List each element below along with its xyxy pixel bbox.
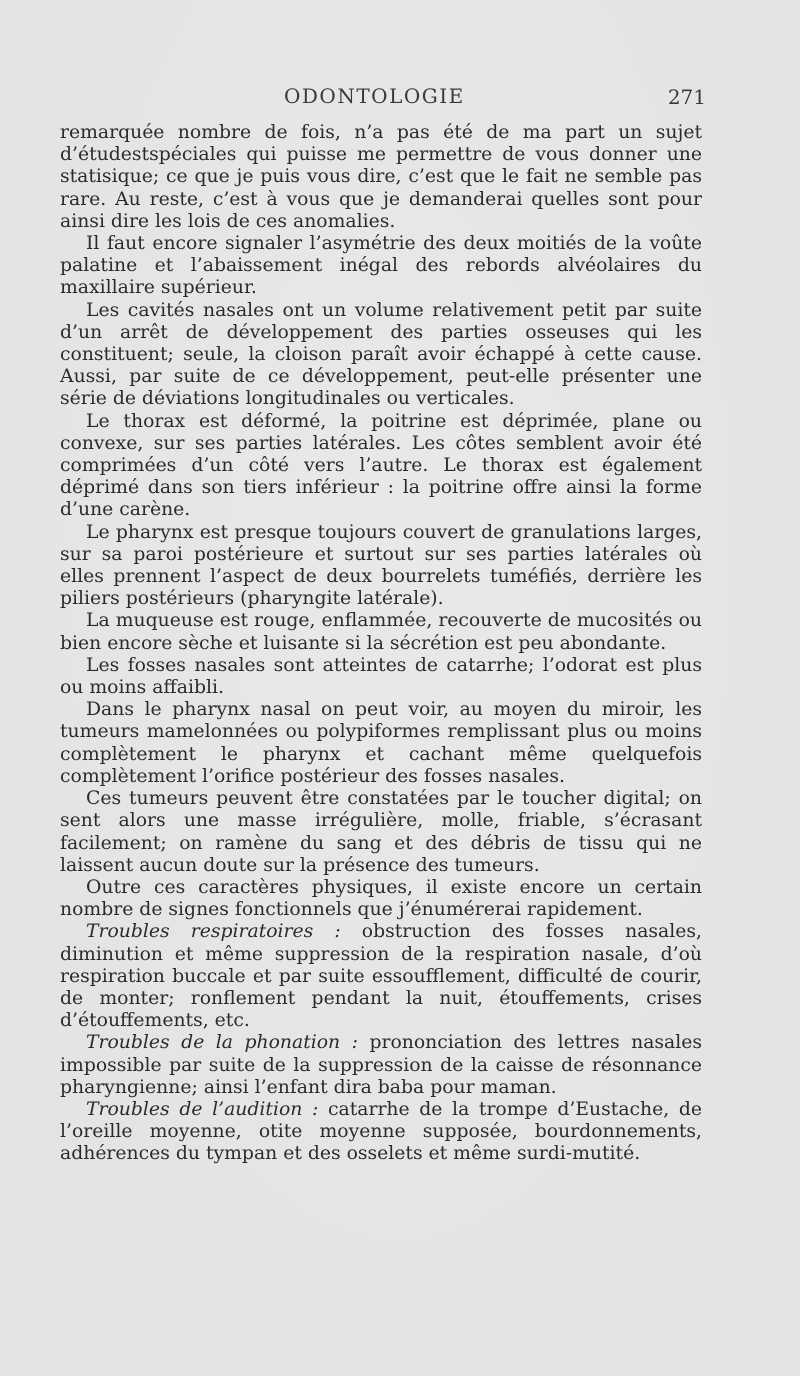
paragraph: Le pharynx est presque toujours couvert de granulations larges, sur sa paroi postérieure et surtout sur ses parties latérales où elles prennent l’aspect de deux bourrelets tuméfiés, derrière les piliers postérieurs (pharyngite latérale). — [60, 521, 702, 610]
paragraph: Il faut encore signaler l’asymétrie des deux moitiés de la voûte palatine et l’abaissement inégal des rebords alvéolaires du maxillaire supérieur. — [60, 233, 702, 299]
symptom-paragraph — [60, 1099, 702, 1166]
paragraph: Ces tumeurs peuvent être constatées par le toucher digital; on sent alors une masse irrégulière, molle, friable, s’écrasant facilement; on ramène du sang et des débris de tissu qui ne laissent aucun doute sur la présence des tumeurs. — [60, 788, 702, 876]
paragraph: La muqueuse est rouge, enflammée, recouverte de mucosités ou bien encore sèche et luisante si la sécrétion est peu abondante. — [60, 610, 702, 654]
symptom-heading: Troubles respiratoires : — [86, 921, 341, 943]
symptom-heading: Troubles de la phonation : — [86, 1032, 358, 1054]
paragraph: Les cavités nasales ont un volume relativement petit par suite d’un arrêt de développement des parties osseuses qui les constituent; seule, la cloison paraît avoir échappé à cette cause. Aussi, par suite de ce développement, peut-elle présenter une série de déviations longitudinales ou verticales. — [60, 299, 702, 410]
paragraph: Dans le pharynx nasal on peut voir, au moyen du miroir, les tumeurs mamelonnées ou polypiformes remplissant plus ou moins complètement le pharynx et cachant même quelquefois complètement l’orifice postérieur des fosses nasales. — [60, 699, 702, 787]
symptom-text: prononciation des lettres nasales impossible par suite de la suppression de la caisse de résonnance pharyngienne; ainsi l’enfant dira baba pour maman. — [60, 1032, 702, 1098]
symptom-paragraph — [60, 1032, 702, 1099]
paragraph: remarquée nombre de fois, n’a pas été de ma part un sujet d’étudestspéciales qui puisse me permettre de vous donner une statisique; ce que je puis vous dire, c’est que le fait ne semble pas rare. Au reste, c’est à vous que je demanderai quelles sont pour ainsi dire les lois de ces anomalies. — [60, 122, 702, 232]
symptom-text: obstruction des fosses nasales, diminution et même suppression de la respiration nasale, d’où respiration buccale et par suite essoufflement, difficulté de courir, de monter; ronflement pendant la nuit, étouffements, crises d’étouffements, etc. — [60, 921, 702, 1032]
paragraph: Outre ces caractères physiques, il existe encore un certain nombre de signes fonctionnels que j’énumérerai rapidement. — [60, 876, 702, 921]
paragraph: Les fosses nasales sont atteintes de catarrhe; l’odorat est plus ou moins affaibli. — [60, 654, 702, 699]
running-title: ODONTOLOGIE — [284, 84, 465, 108]
symptom-heading: Troubles de l’audition : — [86, 1098, 319, 1120]
page-header — [60, 84, 710, 114]
body-text — [60, 122, 702, 1166]
page-number: 271 — [667, 85, 706, 109]
symptom-text: catarrhe de la trompe d’Eustache, de l’oreille moyenne, otite moyenne supposée, bourdonnements, adhérences du tympan et des osselets et même surdi-mutité. — [60, 1098, 702, 1165]
paragraph: Le thorax est déformé, la poitrine est déprimée, plane ou convexe, sur ses parties latérales. Les côtes semblent avoir été comprimées d’un côté vers l’autre. Le thorax est également déprimé dans son tiers inférieur : la poitrine offre ainsi la forme d’une carène. — [60, 410, 702, 521]
symptom-paragraph — [60, 921, 702, 1032]
